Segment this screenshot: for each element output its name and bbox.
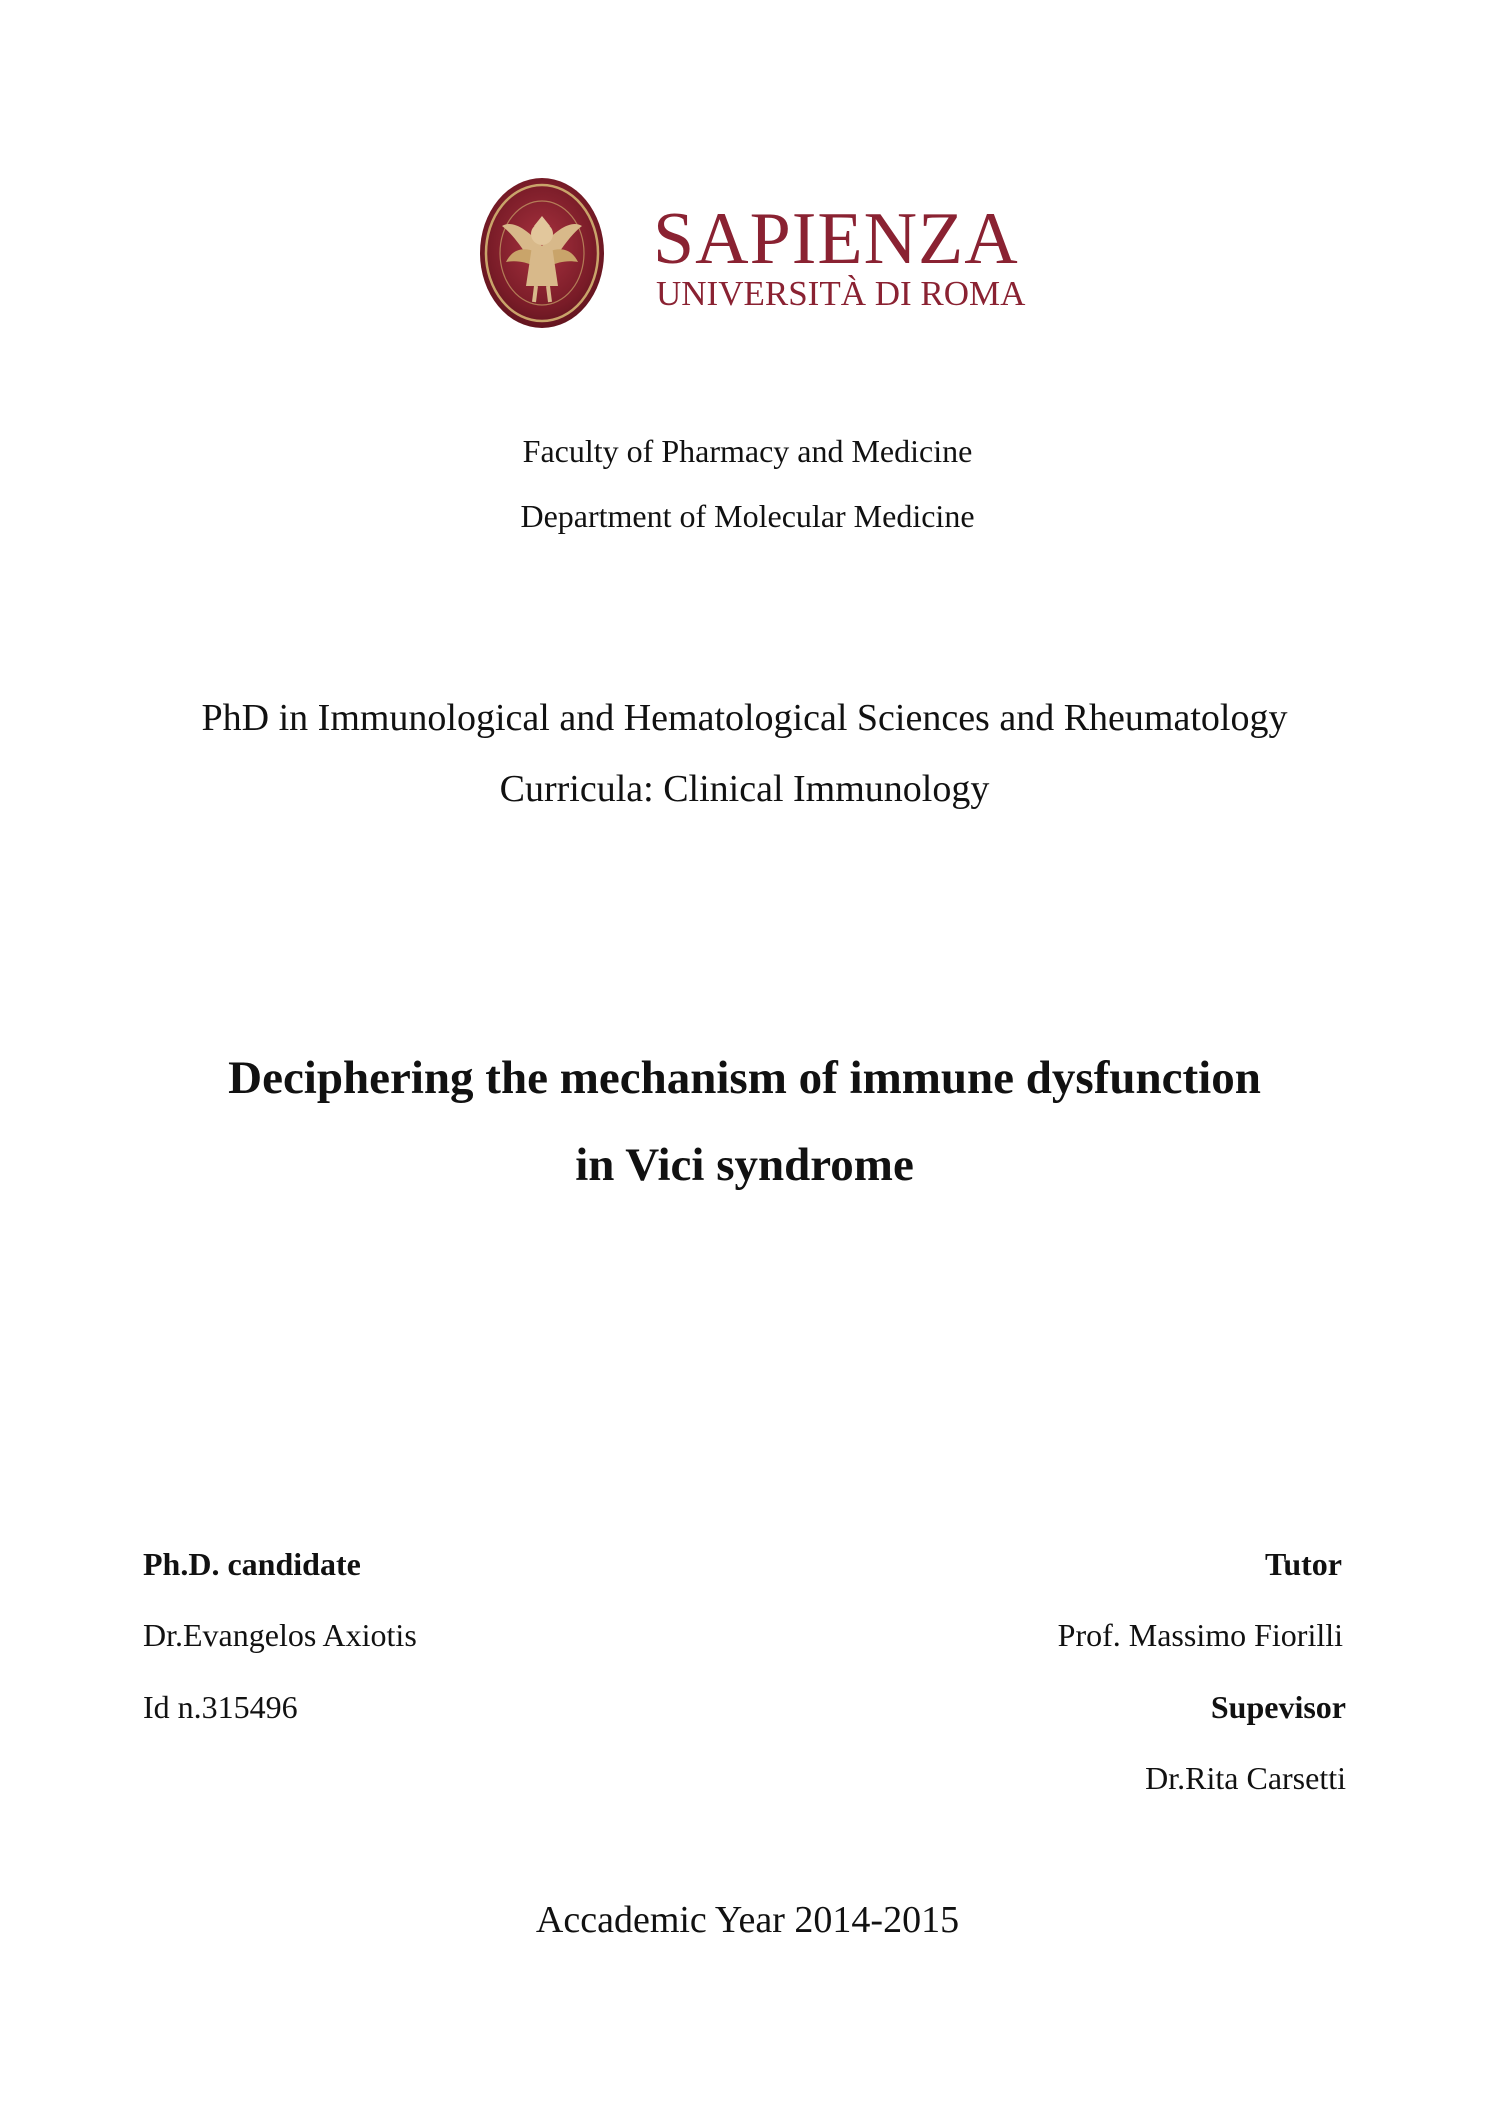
phd-program: PhD in Immunological and Hematological Sciences and Rheumatology bbox=[201, 697, 1288, 739]
thesis-title-line-2: in Vici syndrome bbox=[575, 1139, 914, 1191]
candidate-name: Dr.Evangelos Axiotis bbox=[143, 1617, 417, 1653]
university-logo bbox=[478, 176, 1026, 330]
academic-year: Accademic Year 2014-2015 bbox=[535, 1899, 960, 1941]
logo-wordmark: SAPIENZA bbox=[653, 198, 1019, 280]
candidate-id: Id n.315496 bbox=[143, 1689, 298, 1725]
supervisor-name: Dr.Rita Carsetti bbox=[1145, 1760, 1346, 1796]
department-name: Department of Molecular Medicine bbox=[520, 498, 975, 534]
logo-subtitle: UNIVERSITÀ DI ROMA bbox=[656, 274, 1026, 313]
curricula: Curricula: Clinical Immunology bbox=[499, 768, 990, 810]
tutor-name: Prof. Massimo Fiorilli bbox=[1057, 1617, 1343, 1653]
university-seal bbox=[478, 176, 606, 330]
supervisor-label: Supevisor bbox=[1210, 1689, 1346, 1725]
faculty-name: Faculty of Pharmacy and Medicine bbox=[522, 433, 973, 469]
thesis-title-line-1: Deciphering the mechanism of immune dysfunction bbox=[228, 1052, 1261, 1104]
candidate-label: Ph.D. candidate bbox=[143, 1546, 361, 1582]
tutor-label: Tutor bbox=[1264, 1546, 1342, 1582]
